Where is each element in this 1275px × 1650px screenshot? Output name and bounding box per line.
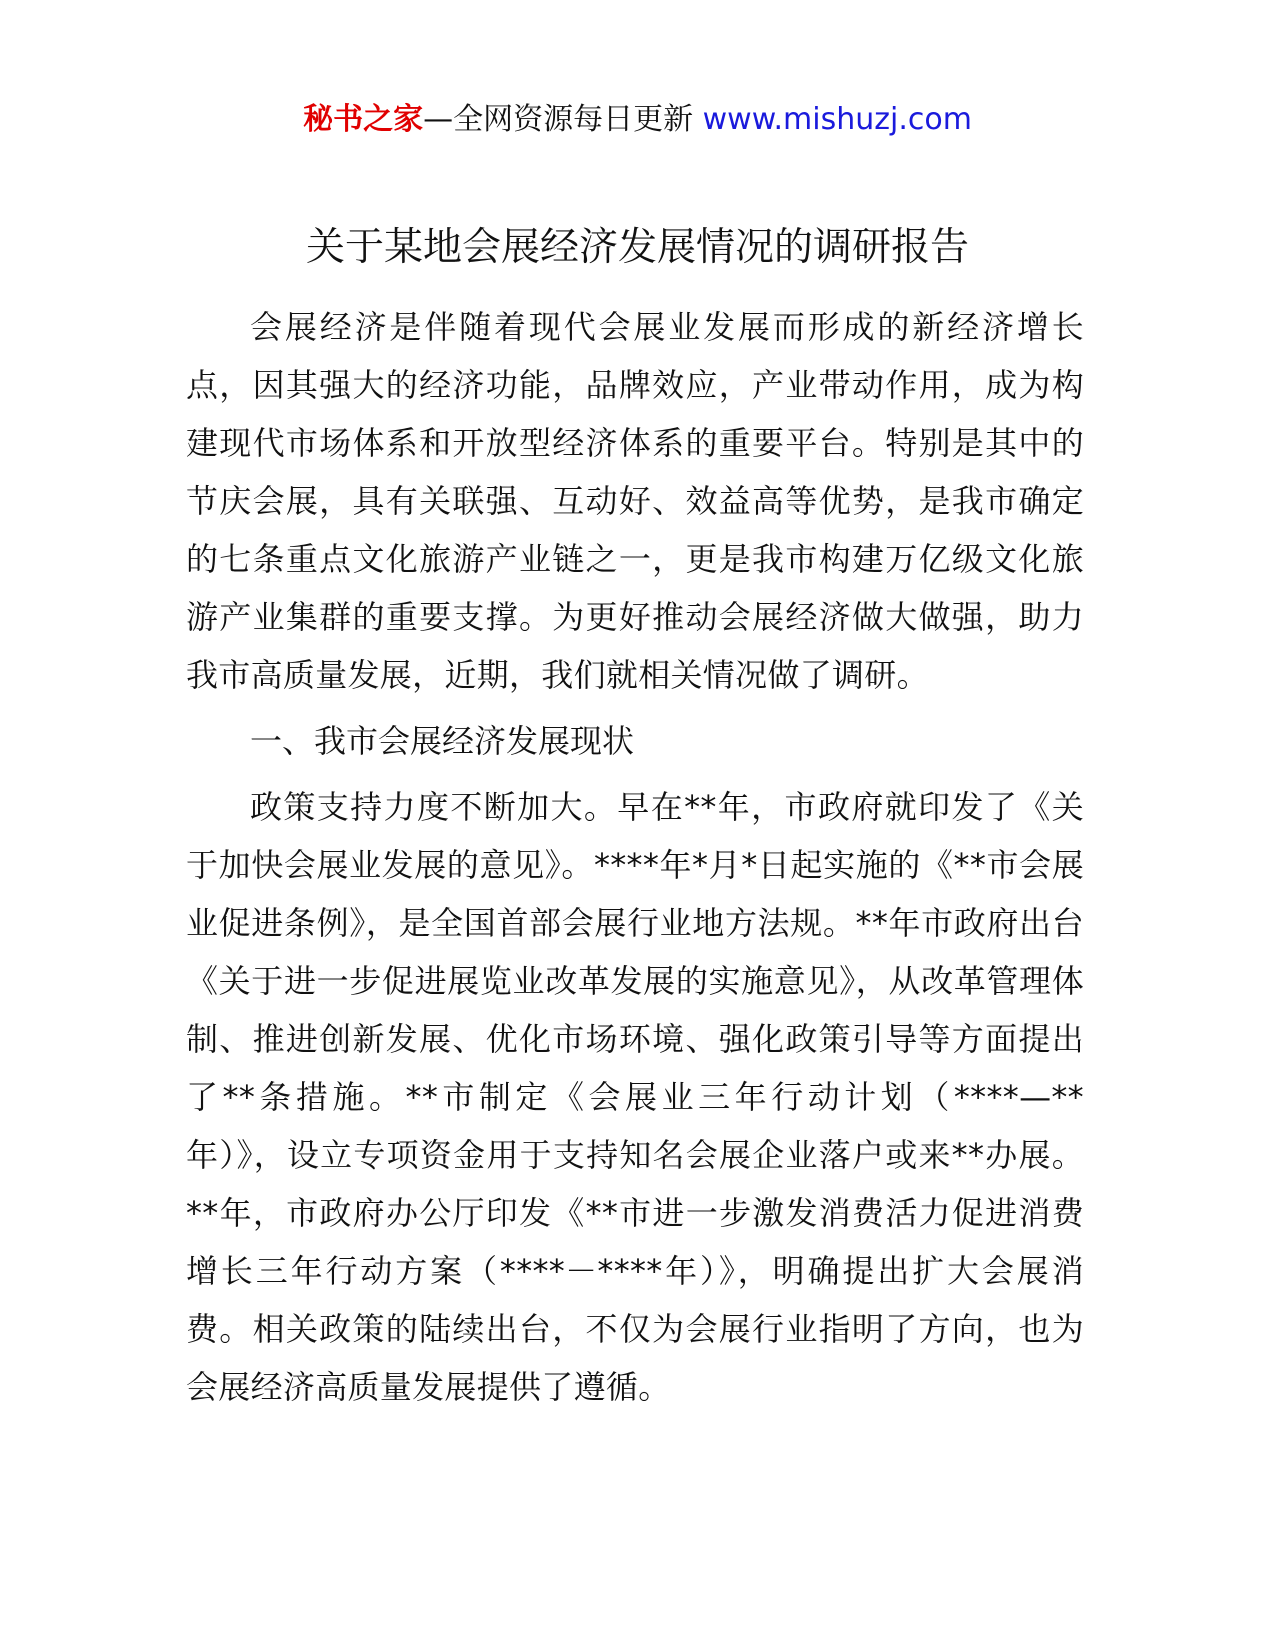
site-header — [0, 100, 1275, 140]
section-heading: 一、我市会展经济发展现状 — [250, 722, 635, 760]
document-body — [186, 298, 1084, 1416]
site-tagline: —全网资源每日更新 — [423, 102, 703, 137]
intro-paragraph: 会展经济是伴随着现代会展业发展而形成的新经济增长点，因其强大的经济功能，品牌效应，产业带动作用，成为构建现代市场体系和开放型经济体系的重要平台。特别是其中的节庆会展，具有关联强、互动好、效益高等优势，是我市确定的七条重点文化旅游产业链之一，更是我市构建万亿级文化旅游产业集群的重要支撑。为更好推动会展经济做大做强，助力我市高质量发展，近期，我们就相关情况做了调研。 — [186, 308, 1084, 694]
site-brand: 秘书之家 — [303, 102, 424, 137]
site-url-link[interactable]: www.mishuzj.com — [702, 102, 972, 137]
document-title: 关于某地会展经济发展情况的调研报告 — [305, 225, 969, 270]
section-paragraph: 政策支持力度不断加大。早在**年，市政府就印发了《关于加快会展业发展的意见》。****年*月*日起实施的《**市会展业促进条例》，是全国首部会展行业地方法规。**年市政府出台《关于进一步促进展览业改革发展的实施意见》，从改革管理体制、推进创新发展、优化市场环境、强化政策引导等方面提出了**条措施。**市制定《会展业三年行动计划（****—**年）》，设立专项资金用于支持知名会展企业落户或来**办展。**年，市政府办公厅印发《**市进一步激发消费活力促进消费增长三年行动方案（****－****年）》，明确提出扩大会展消费。相关政策的陆续出台，不仅为会展行业指明了方向，也为会展经济高质量发展提供了遵循。 — [186, 788, 1084, 1406]
